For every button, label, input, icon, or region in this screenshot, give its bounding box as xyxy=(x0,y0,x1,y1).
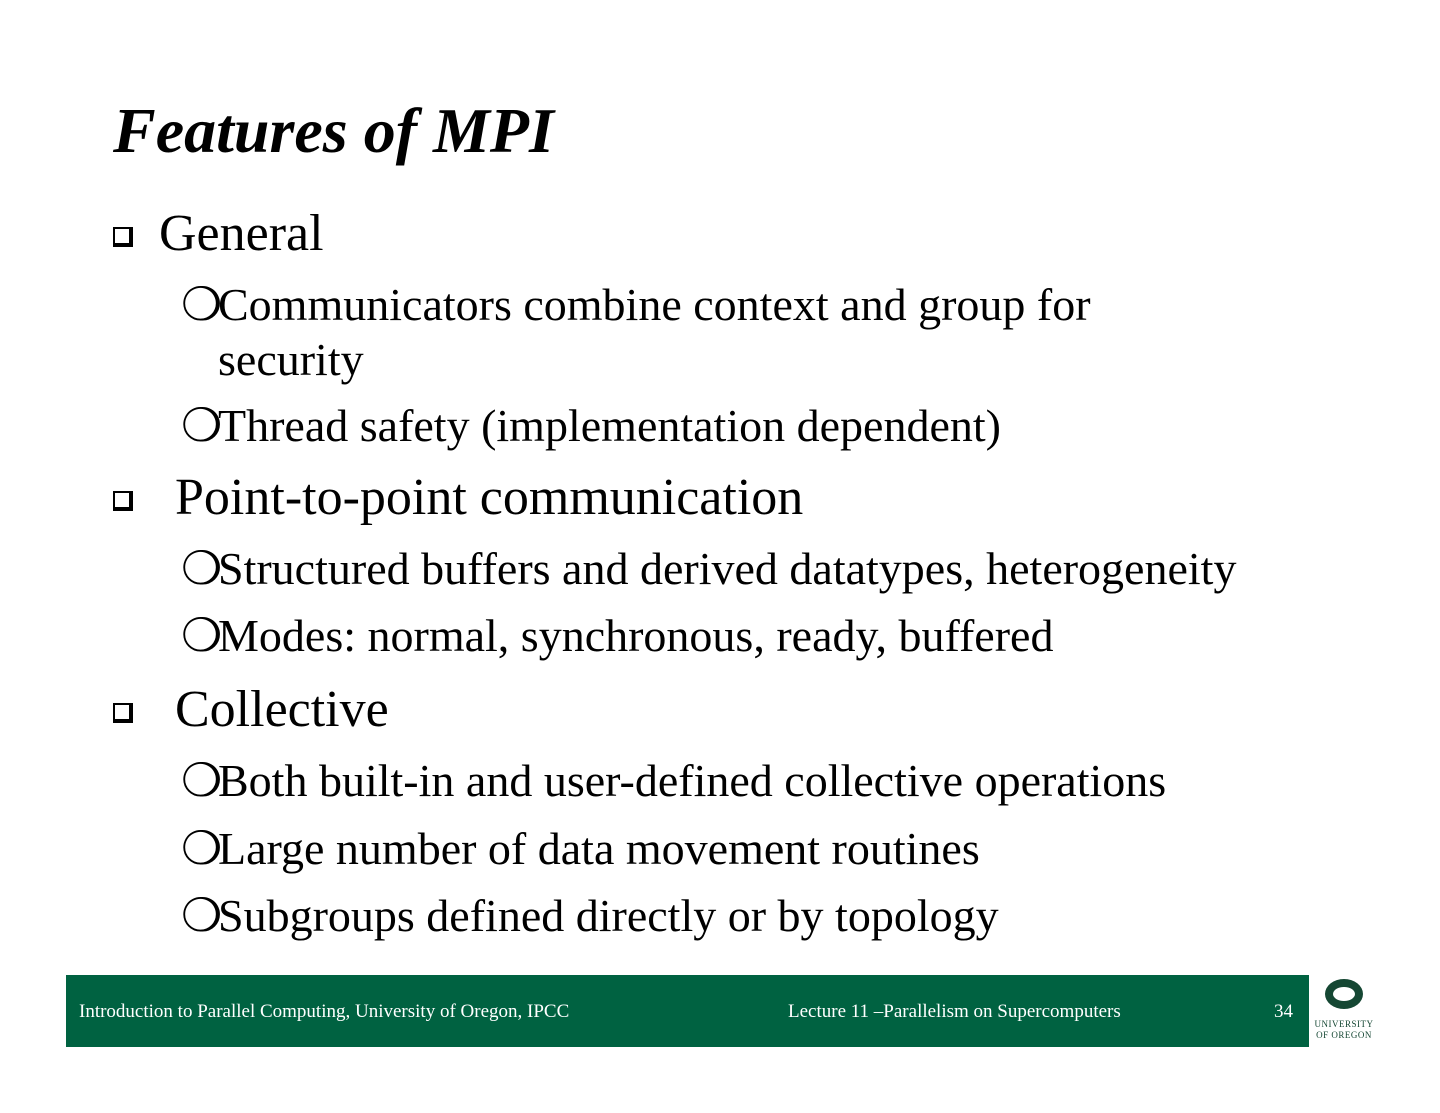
circle-bullet-icon: ❍ xyxy=(181,823,223,874)
sub-bullet-text: Modes: normal, synchronous, ready, buffered xyxy=(218,610,1054,661)
circle-bullet-icon: ❍ xyxy=(181,279,223,330)
sub-bullet-structured-buffers xyxy=(181,541,1236,596)
logo-text-line1: UNIVERSITY xyxy=(1314,1019,1374,1029)
footer-bar xyxy=(66,975,1309,1047)
sub-bullet-text: Thread safety (implementation dependent) xyxy=(218,400,1001,451)
circle-bullet-icon: ❍ xyxy=(181,755,223,806)
sub-bullet-text: Communicators combine context and group for xyxy=(218,279,1091,330)
sub-bullet-text: Large number of data movement routines xyxy=(218,823,980,874)
circle-bullet-icon: ❍ xyxy=(181,400,223,451)
sub-bullet-text: Subgroups defined directly or by topology xyxy=(218,890,999,941)
circle-bullet-icon: ❍ xyxy=(181,543,223,594)
square-bullet-icon xyxy=(113,703,133,723)
circle-bullet-icon: ❍ xyxy=(181,610,223,661)
sub-bullet-communicators xyxy=(181,277,1091,387)
bullet-general xyxy=(113,204,324,264)
sub-bullet-text-wrap: security xyxy=(218,334,364,386)
sub-bullet-modes xyxy=(181,608,1053,663)
sub-bullet-text: Structured buffers and derived datatypes, heterogeneity xyxy=(218,543,1237,594)
page-number: 34 xyxy=(1274,1001,1293,1022)
bullet-label: Collective xyxy=(175,681,389,738)
square-bullet-icon xyxy=(113,227,133,247)
bullet-collective xyxy=(113,680,389,740)
square-bullet-icon xyxy=(113,491,133,511)
sub-bullet-data-movement xyxy=(181,821,980,876)
bullet-point-to-point xyxy=(113,468,803,528)
slide-title: Features of MPI xyxy=(113,95,554,166)
footer-course: Introduction to Parallel Computing, University of Oregon, IPCC xyxy=(79,1001,570,1022)
sub-bullet-subgroups xyxy=(181,888,999,943)
university-of-oregon-logo xyxy=(1314,977,1374,1047)
oregon-o-icon xyxy=(1325,979,1363,1009)
circle-bullet-icon: ❍ xyxy=(181,890,223,941)
sub-bullet-text: Both built-in and user-defined collective operations xyxy=(218,755,1167,806)
sub-bullet-collective-operations xyxy=(181,753,1166,808)
footer-lecture: Lecture 11 –Parallelism on Supercomputers xyxy=(788,1001,1121,1022)
bullet-label: Point-to-point communication xyxy=(175,469,804,526)
sub-bullet-thread-safety xyxy=(181,398,1001,453)
bullet-label: General xyxy=(159,205,324,262)
logo-text-line2: OF OREGON xyxy=(1316,1030,1372,1040)
